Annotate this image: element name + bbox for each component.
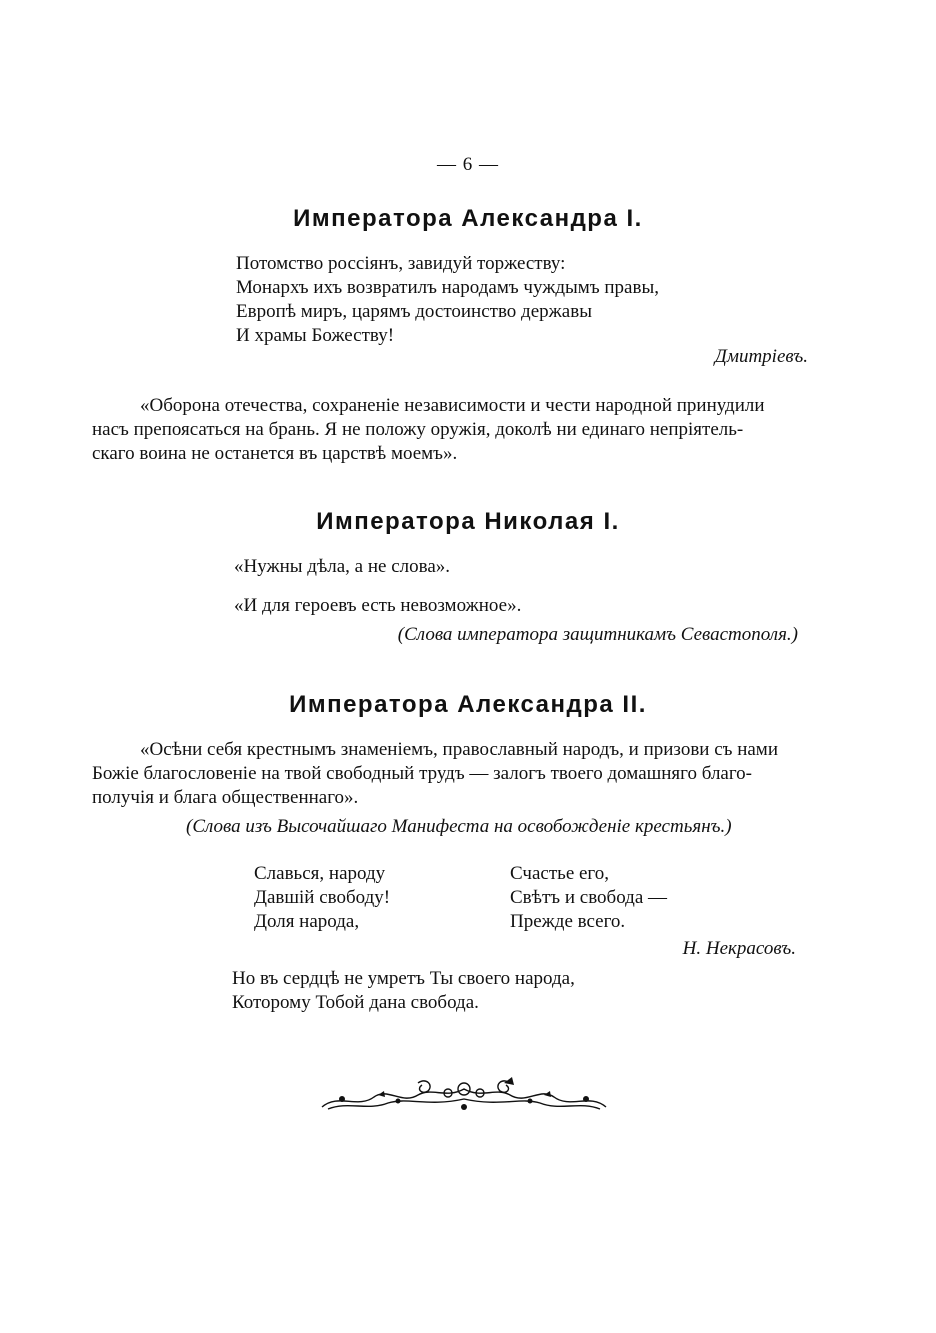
quote-line: скаго воина не останется въ царствѣ моемъ».: [92, 443, 458, 464]
quote-source: (Слова императора защитникамъ Севастополя.): [397, 624, 798, 645]
decorative-ornament: [318, 1075, 610, 1117]
poem-line: Свѣтъ и свобода —: [510, 887, 668, 908]
section-heading-alexander-2: Императора Александра II.: [289, 691, 647, 718]
quote-line: «Нужны дѣла, а не слова».: [234, 556, 451, 577]
quote-line: «И для героевъ есть невозможное».: [234, 595, 522, 616]
poem-line: И храмы Божеству!: [236, 325, 395, 346]
quote-line: получія и блага общественнаго».: [92, 787, 359, 808]
poem-line: Счастье его,: [510, 863, 609, 884]
poem-line: Славься, народу: [254, 863, 386, 884]
poem-line: Монархъ ихъ возвратилъ народамъ чуждымъ правы,: [236, 277, 659, 298]
poem-line: Прежде всего.: [510, 911, 626, 932]
poem-line: Европѣ миръ, царямъ достоинство державы: [236, 301, 592, 322]
closing-line: Которому Тобой дана свобода.: [232, 992, 479, 1013]
quote-source: (Слова изъ Высочайшаго Манифеста на освобожденіе крестьянъ.): [186, 816, 732, 837]
closing-line: Но въ сердцѣ не умретъ Ты своего народа,: [232, 968, 575, 989]
quote-line: Божіе благословеніе на твой свободный трудъ — залогъ твоего домашняго благо-: [92, 763, 752, 784]
page-number: — 6 —: [437, 154, 499, 175]
poem-line: Доля народа,: [254, 911, 360, 932]
poem-author: Дмитріевъ.: [714, 346, 808, 367]
poem-author: Н. Некрасовъ.: [682, 938, 796, 959]
poem-line: Давшій свободу!: [254, 887, 391, 908]
quote-line: «Осѣни себя крестнымъ знаменіемъ, православный народъ, и призови съ нами: [140, 739, 779, 760]
quote-line: «Оборона отечества, сохраненіе независимости и чести народной принудили: [140, 395, 765, 416]
section-heading-nicholas-1: Императора Николая I.: [316, 508, 620, 535]
poem-line: Потомство россіянъ, завидуй торжеству:: [236, 253, 566, 274]
quote-line: насъ препоясаться на брань. Я не положу оружія, доколѣ ни единаго непріятель-: [92, 419, 744, 440]
section-heading-alexander-1: Императора Александра I.: [293, 205, 643, 232]
